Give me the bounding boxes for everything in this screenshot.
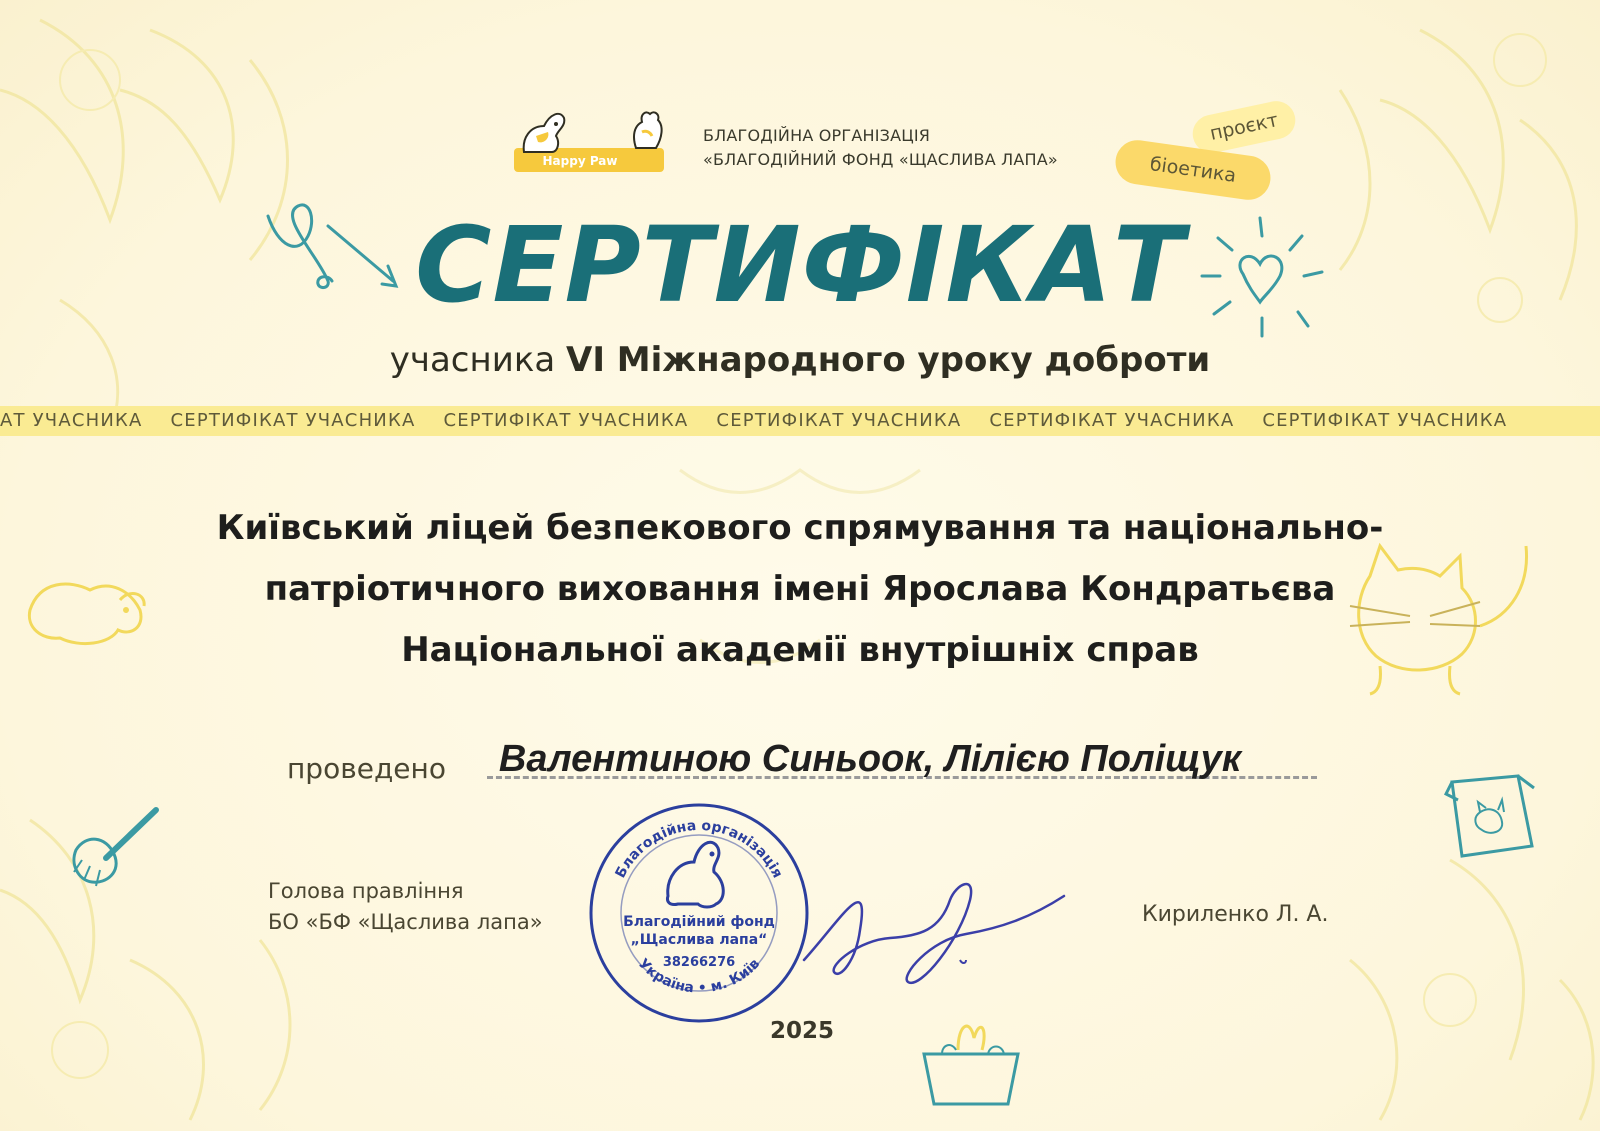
signatory-position (268, 876, 543, 938)
project-tag: проєкт (1189, 98, 1299, 157)
certificate-ribbon (0, 406, 1600, 436)
certificate-subtitle (0, 340, 1600, 380)
recipient-line-1: Київський ліцей безпекового спрямування та національно- (216, 508, 1384, 548)
happy-paw-logo (514, 108, 664, 174)
ribbon-item: СЕРТИФІКАТ УЧАСНИКА (443, 410, 689, 431)
certificate-title: СЕРТИФІКАТ (415, 204, 1185, 326)
signatory-position-line-2: БО «БФ «Щаслива лапа» (268, 910, 543, 934)
bioethics-tag: біоетика (1113, 137, 1274, 202)
recipient-name (100, 498, 1500, 681)
stamp-code: 38266276 (662, 955, 736, 970)
organization-stamp (586, 800, 812, 1026)
subtitle-event: VI Міжнародного уроку доброти (566, 340, 1211, 380)
stamp-center-line-1: Благодійний фонд (623, 914, 775, 930)
organization-name (703, 124, 1058, 172)
stamp-bottom-arc: Україна • м. Київ (634, 955, 764, 997)
brush-doodle-icon (66, 800, 176, 890)
stamp-top-arc: Благодійна організація (612, 817, 786, 881)
stamp-center-line-2: „Щаслива лапа“ (630, 932, 768, 948)
ribbon-item: СЕРТИФІКАТ УЧАСНИКА (989, 410, 1235, 431)
recipient-line-3: Національної академії внутрішніх справ (401, 630, 1199, 670)
ribbon-item: СЕРТИФІКАТ УЧАСНИКА (170, 410, 416, 431)
signatory-name: Кириленко Л. А. (1142, 902, 1329, 927)
pet-food-bag-doodle-icon (1442, 770, 1542, 860)
certificate-year: 2025 (770, 1018, 835, 1044)
subtitle-prefix: учасника (389, 340, 566, 380)
ribbon-item: АТ УЧАСНИКА (0, 410, 143, 431)
ribbon-item: СЕРТИФІКАТ УЧАСНИКА (1262, 410, 1508, 431)
signatory-position-line-1: Голова правління (268, 879, 464, 903)
organization-line-1: БЛАГОДІЙНА ОРГАНІЗАЦІЯ (703, 126, 931, 145)
handwritten-signature (800, 860, 1070, 1010)
conducted-label: проведено (287, 752, 446, 785)
food-bowl-doodle-icon (918, 1014, 1028, 1114)
conducted-by-names: Валентиною Синьоок, Лілією Поліщук (498, 738, 1242, 780)
ribbon-item: СЕРТИФІКАТ УЧАСНИКА (716, 410, 962, 431)
logo-label: Happy Paw (542, 154, 618, 168)
organization-line-2: «БЛАГОДІЙНИЙ ФОНД «ЩАСЛИВА ЛАПА» (703, 150, 1058, 169)
recipient-line-2: патріотичного виховання імені Ярослава Кондратьєва (264, 569, 1336, 609)
